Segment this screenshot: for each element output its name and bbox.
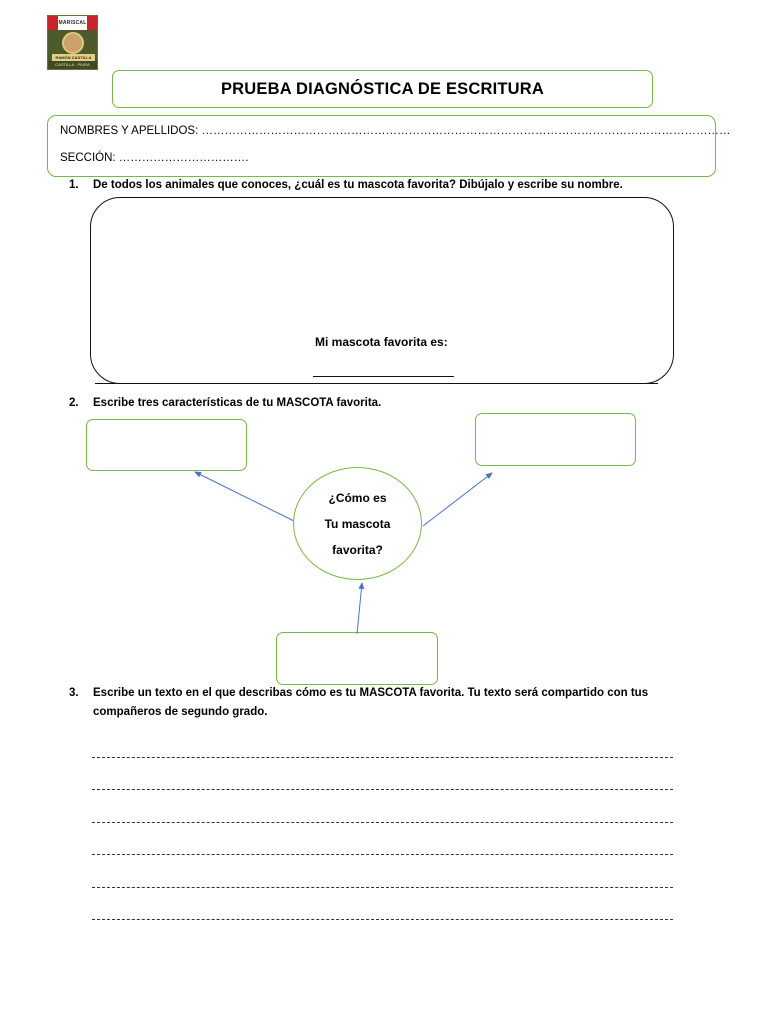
writing-line[interactable] <box>92 887 673 888</box>
writing-line[interactable] <box>92 757 673 758</box>
logo-banner <box>48 16 97 30</box>
logo-ribbon: RAMÓN CASTILLA <box>52 54 95 61</box>
student-info-box <box>47 115 731 177</box>
center-question-circle <box>293 467 422 580</box>
question-3-text-bold: MASCOTA favorita <box>359 687 462 699</box>
drawing-bottom-line-left <box>95 383 259 384</box>
logo-initial-right <box>87 16 97 30</box>
question-1-text: De todos los animales que conoces, ¿cuál es tu mascota favorita? Dibújalo y escribe su nombre. <box>93 179 623 191</box>
drawing-bottom-line-right <box>508 383 658 384</box>
drawing-area[interactable] <box>90 197 674 384</box>
title-box <box>112 70 653 108</box>
question-3-line-2: compañeros de segundo grado. <box>93 706 268 718</box>
school-logo <box>47 15 98 70</box>
question-1-number: 1. <box>69 179 79 191</box>
center-line-1: ¿Cómo es <box>328 490 387 505</box>
characteristic-box-1[interactable] <box>86 419 247 471</box>
center-line-3: favorita? <box>332 542 383 557</box>
logo-portrait <box>62 32 84 54</box>
question-3-number: 3. <box>69 687 79 699</box>
center-line-2: Tu mascota <box>324 516 391 531</box>
question-2-text: Escribe tres características de tu MASCOTA favorita. <box>93 397 382 409</box>
writing-line[interactable] <box>92 822 673 823</box>
question-3-line-1 <box>93 687 648 699</box>
section-field[interactable]: SECCIÓN: ……………………………. <box>60 152 249 164</box>
writing-line[interactable] <box>92 854 673 855</box>
logo-top-text: MARISCAL <box>58 20 87 26</box>
question-3-text-end: . Tu texto será compartido con tus <box>461 687 649 699</box>
pet-name-input-line[interactable] <box>313 376 454 377</box>
question-3-text-start: Escribe un texto en el que describas cómo es tu <box>93 687 360 699</box>
logo-initial-left <box>48 16 58 30</box>
names-field[interactable]: NOMBRES Y APELLIDOS: ………………………………………………………………………………………………………………………… <box>60 125 731 137</box>
pet-name-label: Mi mascota favorita es: <box>315 335 448 349</box>
page-title: PRUEBA DIAGNÓSTICA DE ESCRITURA <box>220 79 545 98</box>
characteristic-box-2[interactable] <box>475 413 636 466</box>
characteristic-box-3[interactable] <box>276 632 438 685</box>
logo-bottom-text: CASTILLA - PIURA <box>48 61 97 69</box>
question-2-number: 2. <box>69 397 79 409</box>
writing-line[interactable] <box>92 919 673 920</box>
writing-line[interactable] <box>92 789 673 790</box>
